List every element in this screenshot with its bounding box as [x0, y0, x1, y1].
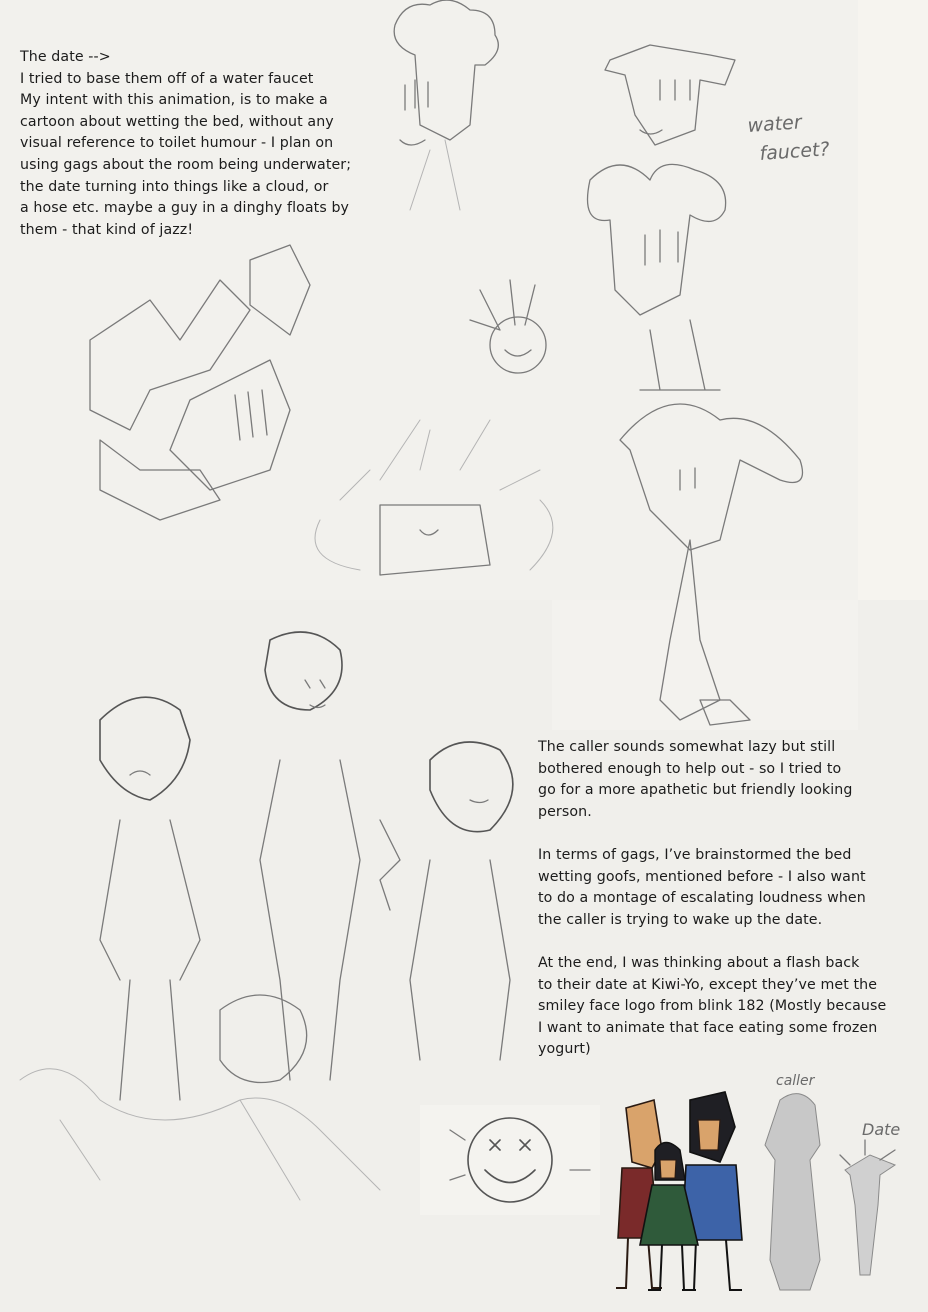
notes-right-line: The caller sounds somewhat lazy but still: [538, 739, 836, 755]
faucet-head-sketch-3: [588, 164, 726, 390]
notes-right-line: In terms of gags, I’ve brainstormed the bed: [538, 846, 852, 863]
notes-paragraph-caller: [538, 737, 886, 823]
notes-top-line: the date turning into things like a cloud, or: [20, 178, 329, 195]
notes-right-line: I want to animate that face eating some frozen: [538, 1019, 878, 1036]
colored-character-lineup: [616, 1092, 742, 1290]
notes-top-line: a hose etc. maybe a guy in a dinghy floats by: [20, 200, 350, 217]
notes-right-line: At the end, I was thinking about a flash back: [538, 954, 860, 971]
handwritten-water-label: water: [746, 111, 803, 137]
notes-top-line: visual reference to toilet humour - I plan on: [20, 135, 334, 152]
notes-right-line: yogurt): [538, 1041, 591, 1058]
notes-right-line: smiley face logo from blink 182 (Mostly because: [538, 998, 887, 1015]
notes-right-line: person.: [538, 803, 592, 820]
standing-faucet-character-sketch: [620, 404, 803, 725]
notes-right-line: bothered enough to help out - so I tried to: [538, 760, 842, 777]
notes-right-line: to their date at Kiwi-Yo, except they’ve met the: [538, 976, 878, 993]
notes-right-line: the caller is trying to wake up the date.: [538, 911, 823, 928]
handwritten-faucet-label: faucet?: [758, 138, 831, 165]
notes-right-block: [538, 737, 886, 1083]
splashing-head-sketch: [315, 420, 553, 575]
faucet-head-sketch-2: [605, 45, 735, 145]
handwritten-caller-label: caller: [776, 1073, 815, 1089]
notes-top-line: My intent with this animation, is to make a: [20, 92, 328, 109]
notes-paragraph-gags: [538, 845, 886, 931]
smiley-logo-sketch: [420, 1105, 600, 1215]
notes-top-block: [20, 47, 351, 241]
notes-top-line: using gags about the room being underwater;: [20, 156, 352, 173]
small-burst-head-sketch: [470, 280, 546, 373]
handwritten-date-label: Date: [862, 1120, 901, 1139]
notes-top-line: cartoon about wetting the bed, without any: [20, 113, 334, 130]
notes-right-line: go for a more apathetic but friendly looking: [538, 782, 853, 799]
faucet-head-sketch-1: [394, 0, 498, 210]
exploding-faucet-sketch: [90, 245, 310, 520]
notes-right-line: to do a montage of escalating loudness when: [538, 890, 866, 907]
notes-top-line: The date -->: [20, 49, 111, 65]
notes-right-line: wetting goofs, mentioned before - I also want: [538, 868, 866, 885]
notes-top-line: I tried to base them off of a water faucet: [20, 70, 314, 87]
notes-paragraph-ending: [538, 953, 886, 1061]
notes-top-line: them - that kind of jazz!: [20, 221, 194, 238]
